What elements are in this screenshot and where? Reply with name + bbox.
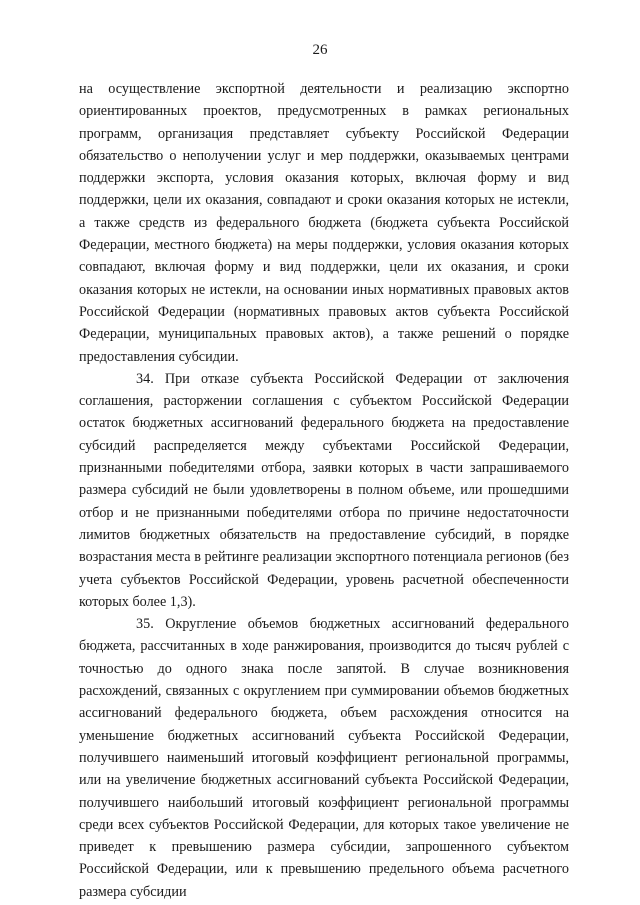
paragraph-item-35: 35. Округление объемов бюджетных ассигнований федерального бюджета, рассчитанных в ходе ранжирования, производится до тысяч рублей с точностью до одного знака после запятой. В случае возникновения расхождений, связанных с округлением при суммировании объемов бюджетных ассигнований федерального бюджета, объем расхождения относится на уменьшение бюджетных ассигнований субъекта Российской Федерации, получившего наименьший итоговый коэффициент региональной программы, или на увеличение бюджетных ассигнований субъекта Российской Федерации, получившего наибольший итоговый коэффициент региональной программы среди всех субъектов Российской Федерации, для которых такое увеличение не приведет к превышению размера субсидии, запрошенного субъектом Российской Федерации, или к превышению предельного объема расчетного размера субсидии — [79, 616, 569, 900]
paragraph-continuation: на осуществление экспортной деятельности и реализацию экспортно ориентированных проектов, предусмотренных в рамках региональных программ, организация представляет субъекту Российской Федерации обязательство о неполучении услуг и мер поддержки, оказываемых центрами поддержки экспорта, условия оказания которых, включая форму и вид поддержки, цели их оказания, совпадают и сроки оказания которых не истекли, а также средств из федерального бюджета (бюджета субъекта Российской Федерации, местного бюджета) на меры поддержки, условия оказания которых совпадают, включая форму и вид поддержки, цели их оказания, и сроки оказания которых не истекли, на основании иных нормативных правовых актов Российской Федерации (нормативных правовых актов субъекта Российской Федерации, муниципальных правовых актов), а также решений о порядке предоставления субсидии. — [79, 81, 569, 365]
page-number: 26 — [312, 42, 328, 58]
paragraph-item-34: 34. При отказе субъекта Российской Федерации от заключения соглашения, расторжении соглашения с субъектом Российской Федерации остаток бюджетных ассигнований федерального бюджета на предоставление субсидий распределяется между субъектами Российской Федерации, признанными победителями отбора, заявки которых в части запрашиваемого размера субсидий не были удовлетворены в полном объеме, или прошедшими отбор и не признанными победителями отбора по причине недостаточности лимитов бюджетных обязательств на предоставление субсидий, в порядке возрастания места в рейтинге реализации экспортного потенциала регионов (без учета субъектов Российской Федерации, уровень расчетной обеспеченности которых более 1,3). — [79, 370, 569, 610]
document-body — [79, 78, 569, 903]
